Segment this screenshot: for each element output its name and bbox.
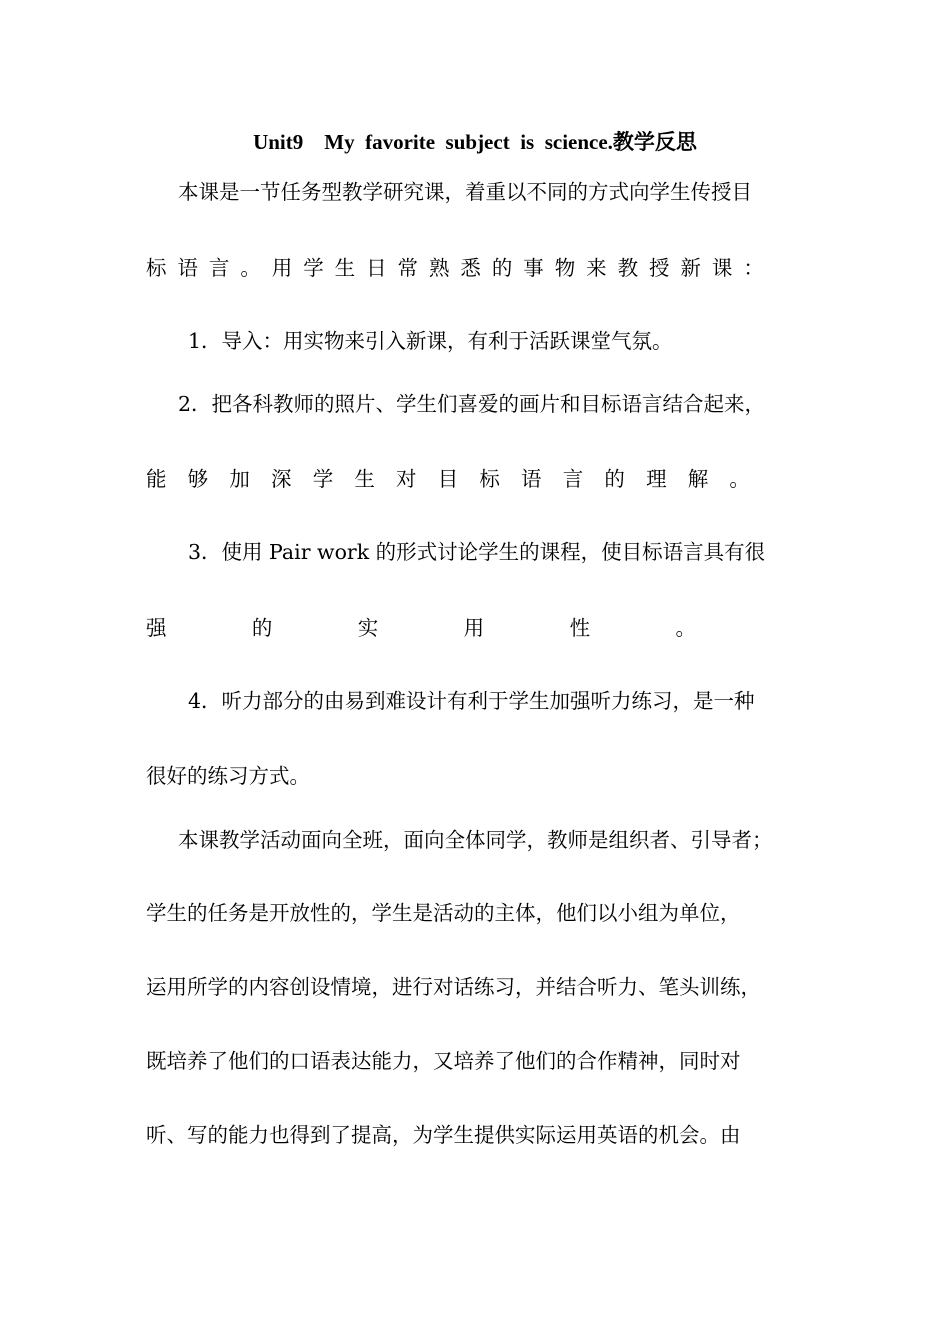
document-title: Unit9 My favorite subject is science.教学反思 [253, 130, 697, 154]
item2-line1: 2．把各科教师的照片、学生们喜爱的画片和目标语言结合起来， [178, 392, 766, 416]
paragraph1-line1: 本课是一节任务型教学研究课，着重以不同的方式向学生传授目 [178, 180, 752, 204]
char: 悉 [460, 256, 481, 280]
paragraph2-line2: 学生的任务是开放性的，学生是活动的主体，他们以小组为单位， [146, 901, 741, 925]
char: 语 [177, 256, 198, 280]
char: 授 [649, 256, 670, 280]
paragraph2-line5: 听、写的能力也得到了提高，为学生提供实际运用英语的机会。由 [146, 1123, 741, 1147]
item3-line2 [146, 614, 696, 642]
char: 教 [617, 256, 639, 280]
char: 标 [479, 467, 500, 491]
char: 实 [357, 616, 379, 640]
char: 目 [437, 467, 459, 491]
item4-line2: 很好的练习方式。 [146, 764, 310, 788]
char: 的 [491, 256, 513, 280]
item3-line1: 3．使用 Pair work 的形式讨论学生的课程，使目标语言具有很 [188, 540, 766, 564]
char: 对 [396, 467, 417, 491]
char: 性 [569, 616, 591, 640]
char: 深 [271, 467, 292, 491]
char: 标 [146, 256, 167, 280]
char: 。 [675, 616, 696, 640]
char: 言 [562, 467, 584, 491]
char: 生 [334, 256, 356, 280]
char: 来 [586, 256, 607, 280]
char: 用 [271, 256, 293, 280]
char: 能 [146, 467, 167, 491]
paragraph2-line1: 本课教学活动面向全班，面向全体同学，教师是组织者、引导者； [178, 828, 773, 852]
char: 熟 [428, 256, 450, 280]
char: 解 [687, 467, 709, 491]
char: 言 [208, 256, 230, 280]
char: 。 [729, 467, 750, 491]
char: 课 [711, 256, 733, 280]
char: ： [743, 256, 764, 280]
char: 加 [229, 467, 250, 491]
paragraph2-line3: 运用所学的内容创设情境，进行对话练习，并结合听力、笔头训练， [146, 975, 761, 999]
paragraph2-line4: 既培养了他们的口语表达能力，又培养了他们的合作精神，同时对 [146, 1049, 741, 1073]
char: 的 [251, 616, 273, 640]
char: 学 [312, 467, 334, 491]
item1-line: 1．导入：用实物来引入新课，有利于活跃课堂气氛。 [188, 329, 673, 353]
char: 常 [397, 256, 418, 280]
char: 学 [303, 256, 324, 280]
char: 理 [646, 467, 667, 491]
char: 的 [604, 467, 625, 491]
char: 语 [521, 467, 542, 491]
char: 生 [354, 467, 375, 491]
char: 够 [187, 467, 209, 491]
paragraph1-line2 [146, 254, 764, 282]
item2-line2 [146, 465, 750, 493]
char: 用 [463, 616, 485, 640]
char: 。 [240, 256, 261, 280]
char: 强 [146, 616, 167, 640]
char: 事 [523, 256, 544, 280]
char: 日 [366, 256, 387, 280]
char: 新 [680, 256, 701, 280]
item4-line1: 4．听力部分的由易到难设计有利于学生加强听力练习，是一种 [188, 689, 755, 713]
char: 物 [554, 256, 576, 280]
